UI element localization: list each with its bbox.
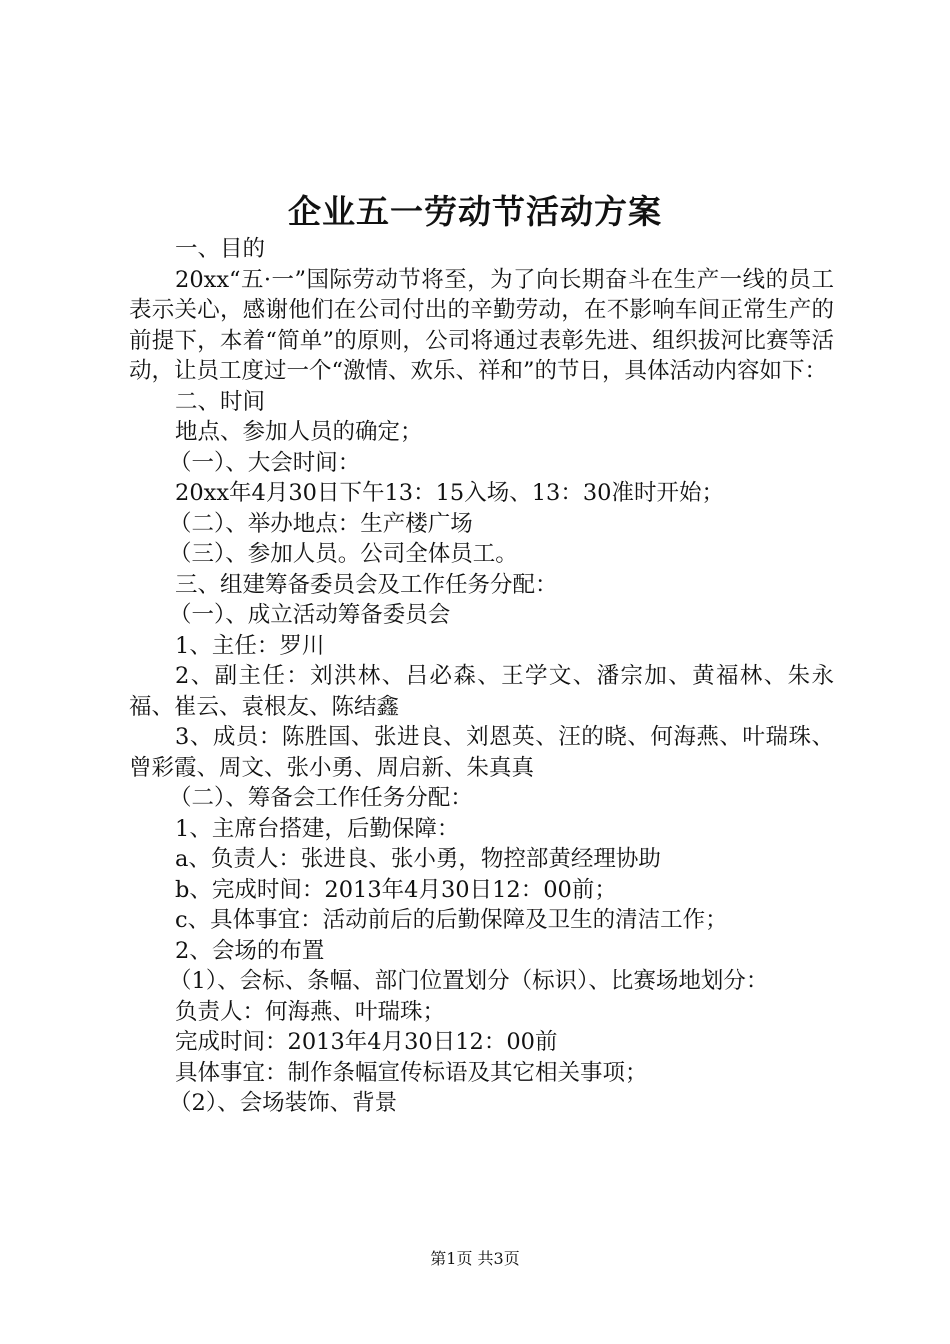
paragraph: 20xx“五·一”国际劳动节将至，为了向长期奋斗在生产一线的员工表示关心，感谢他们在公司付出的辛勤劳动，在不影响车间正常生产的前提下，本着“简单”的原则，公司将通过表彰先进、组织拔河比赛等活动，让员工度过一个“激情、欢乐、祥和”的节日，具体活动内容如下：: [129, 266, 834, 384]
paragraph: 2、副主任：刘洪林、吕必森、王学文、潘宗加、黄福林、朱永福、崔云、袁根友、陈结鑫: [129, 663, 834, 720]
paragraph: （2）、会场装饰、背景: [169, 1090, 398, 1116]
paragraph: （1）、会标、条幅、部门位置划分（标识）、比赛场地划分：: [169, 968, 769, 994]
paragraph: （二）、举办地点：生产楼广场: [169, 510, 473, 537]
document-body: [129, 234, 834, 1119]
paragraph: b、完成时间：2013年4月30日12：00前；: [175, 876, 617, 903]
paragraph: 三、组建筹备委员会及工作任务分配：: [175, 571, 558, 598]
paragraph: 3、成员：陈胜国、张进良、刘恩英、汪的晓、何海燕、叶瑞珠、曾彩霞、周文、张小勇、周启新、朱真真: [129, 724, 834, 781]
paragraph: 20xx年4月30日下午13：15入场、13：30准时开始；: [175, 480, 724, 506]
paragraph: 1、主席台搭建，后勤保障：: [175, 815, 460, 842]
page-indicator: 第1页 共3页: [430, 1249, 520, 1268]
paragraph: 1、主任：罗川: [175, 632, 325, 659]
paragraph: （三）、参加人员。公司全体员工。: [169, 541, 518, 567]
paragraph: 完成时间：2013年4月30日12：00前: [175, 1029, 558, 1055]
paragraph: 地点、参加人员的确定；: [175, 419, 423, 445]
paragraph: （二）、筹备会工作任务分配：: [169, 785, 473, 811]
document-title: 企业五一劳动节活动方案: [288, 192, 662, 231]
paragraph: 一、目的: [175, 236, 266, 262]
paragraph: 二、时间: [175, 388, 266, 415]
paragraph: （一）、大会时间：: [169, 449, 361, 476]
paragraph: a、负责人：张进良、张小勇，物控部黄经理协助: [175, 846, 661, 872]
paragraph: 具体事宜：制作条幅宣传标语及其它相关事项；: [175, 1059, 648, 1086]
paragraph: c、具体事宜：活动前后的后勤保障及卫生的清洁工作；: [175, 907, 728, 933]
paragraph: （一）、成立活动筹备委员会: [169, 602, 451, 628]
paragraph: 负责人：何海燕、叶瑞珠；: [175, 998, 446, 1025]
paragraph: 2、会场的布置: [175, 937, 325, 964]
